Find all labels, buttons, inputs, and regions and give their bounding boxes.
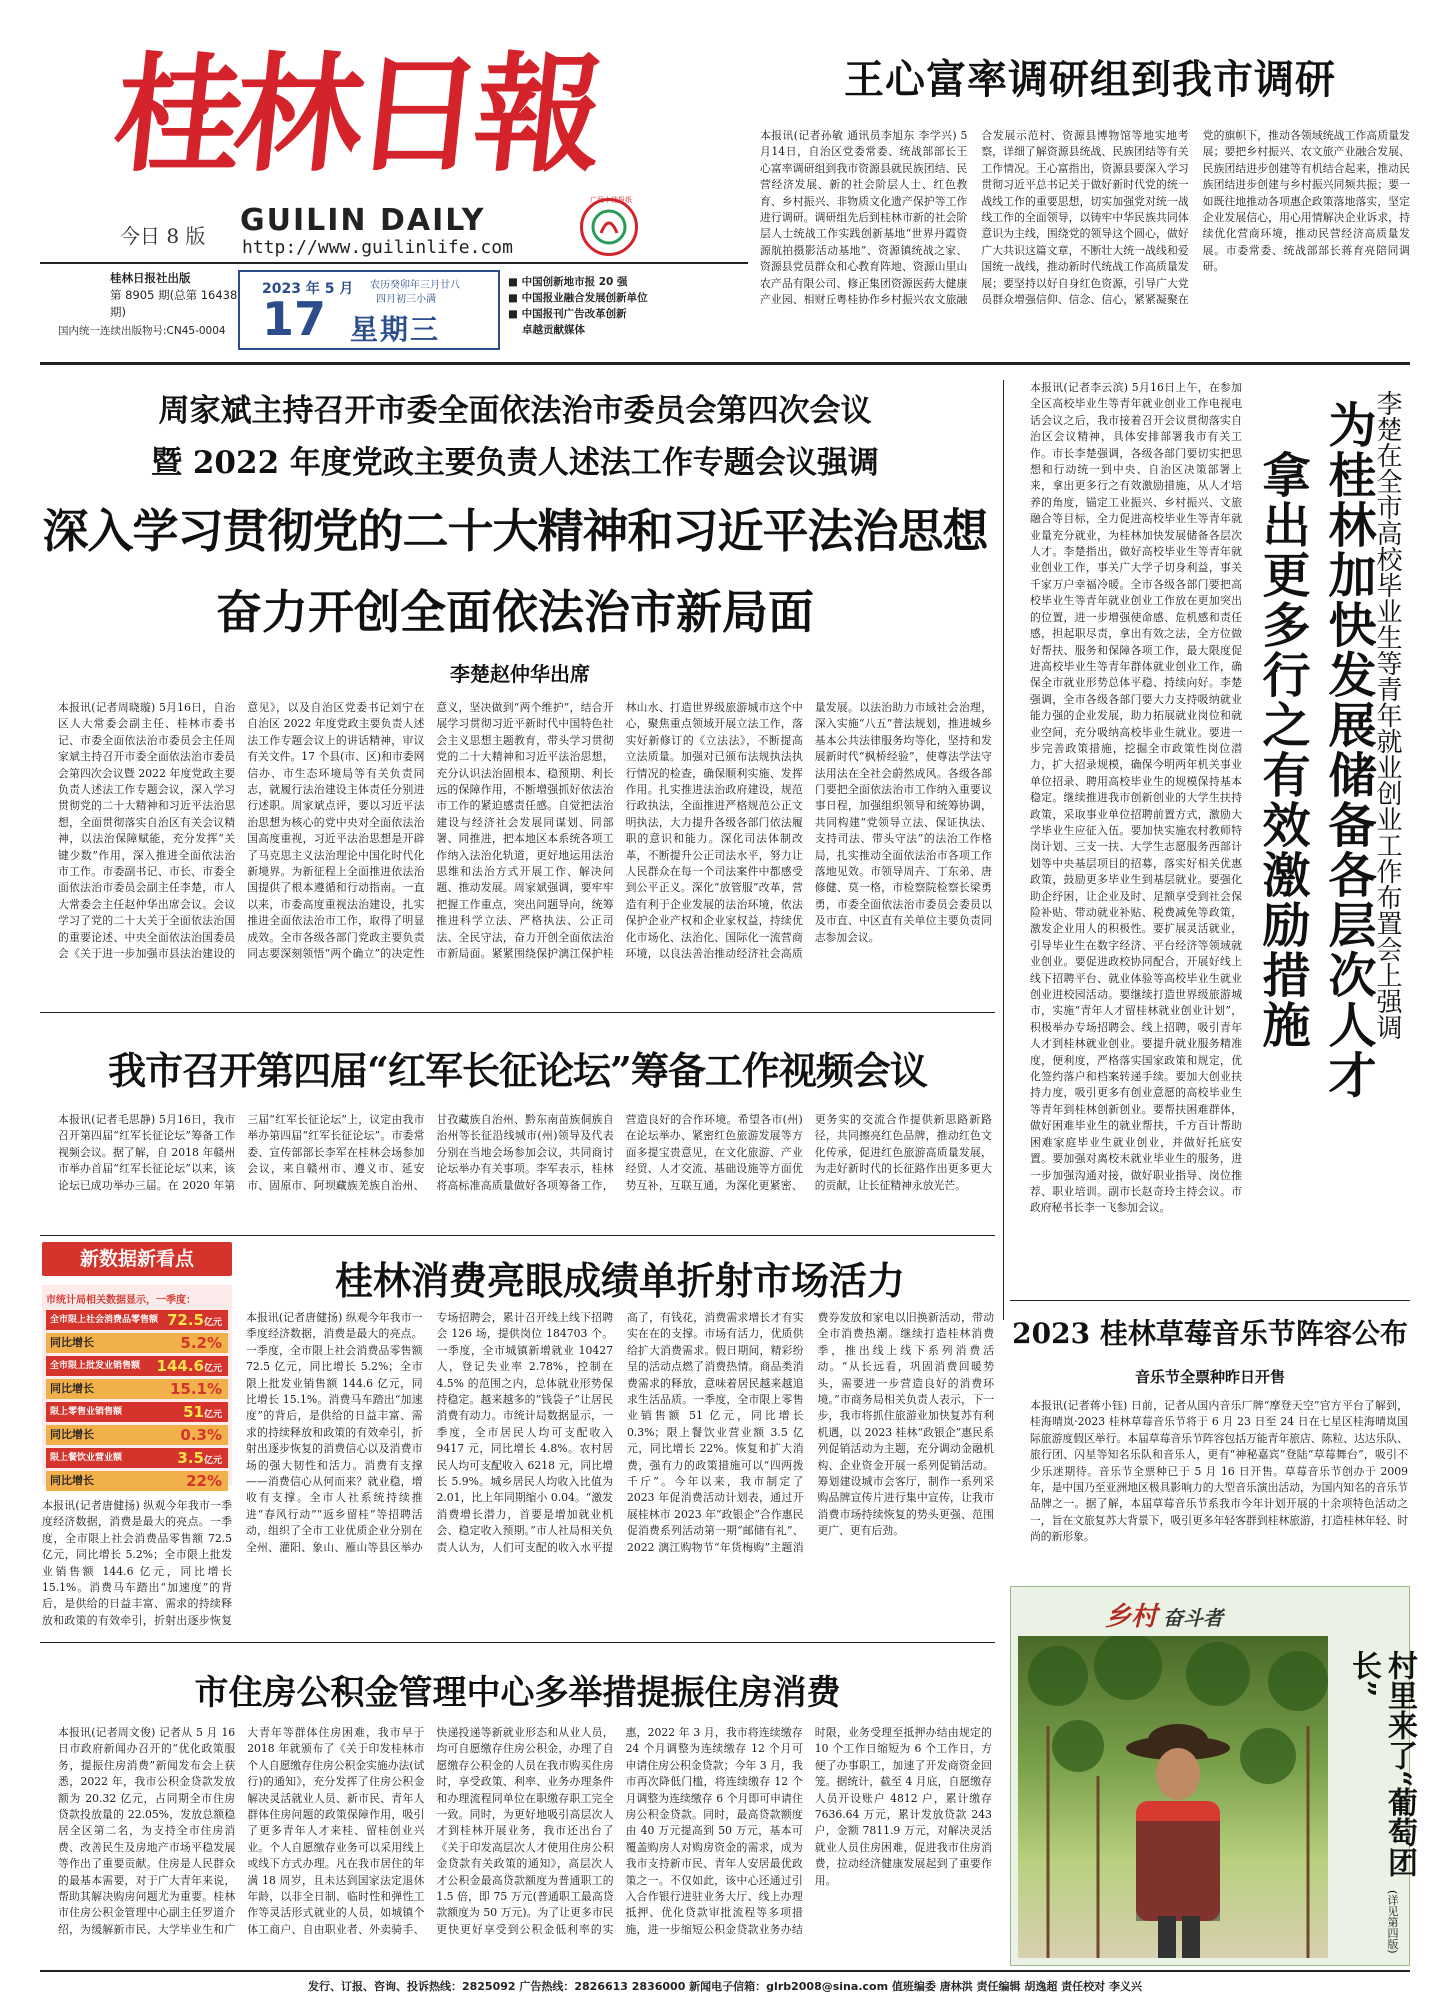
- side-story-body: 本报讯(记者李云滨) 5月16日上午，在参加全区高校毕业生等青年就业创业工作电视电话会议之后，我市接着召开会议贯彻落实自治区会议精神，具体安排部署我市有关工作。市长李楚强调，各级各部门要切实把思想和行动统一到中央、自治区决策部署上来，拿出更多行之有效激励措施，从人才培养的角度，锚定工业振兴、乡村振兴、文旅融合等目标，全力促进高校毕业生等青年就业量充分就业，为桂林加快发展储备各层次人才。李楚指出，做好高校毕业生等青年就业创业工作，事关广大学子切身利益，事关千家万户幸福冷暖。全市各级各部门要把高校毕业生等青年就业创业工作放在更加突出的位置，进一步增强使命感、危机感和责任感，担起职尽责，拿出有效之法，全方位做好帮扶、服务和保障各项工作，最大限度促进高校毕业生等青年群体就业创业工作，确保全市就业形势总体平稳、持续向好。李楚强调，全市各级各部门要大力支持吸纳就业能力强的企业发展，助力拓展就业岗位和就业空间，充分吸纳高校毕业生就业。要进一步完善政策措施，挖掘全市政策性岗位潜力，扩大招录规模，确保今明两年机关事业单位招录、聘用高校毕业生的规模保持基本稳定。继续推进我市创新创业的大学生扶持政策，采取事业单位招聘前置方式，激励大学毕业生应征入伍。要加快实施农村教师特岗计划、三支一扶、大学生志愿服务西部计划等中央基层项目的招募，落实好相关优惠政策，鼓励更多毕业生到基层就业。要强化助企纾困，让企业及时、足额享受到社会保险补贴、带动就业补贴、税费减免等政策，激发企业用人的积极性。要扩展灵活就业，引导毕业生在数字经济、平台经济等领域就业创业。要促进政校协同配合，开展好线上线下招聘平台、就业体验等高校毕业生就业创业进校园活动。要继续打造世界级旅游城市，实施“青年人才留桂林就业创业计划”，积极举办专场招聘会、线上招聘，吸引青年人才到桂林就业创业。要提升就业服务精准度，便利度，严格落实国家政策和规定，优化签约落户和档案转递手续。要加大创业扶持力度，吸引更多有创业意愿的高校毕业生等青年到桂林创新创业。要帮扶困难群体，做好困难毕业生的就业帮扶，千方百计帮助困难家庭毕业生就业创业，并做好托底安置。要加强对离校未就业毕业生的服务，进一步加强沟通对接，做好职业指导、岗位推荐、职业培训。副市长赵奇玲主持会议。市政府秘书长李一飞参加会议。: [1030, 381, 1242, 1215]
- main-subline: 李楚赵仲华出席: [450, 662, 590, 686]
- consumption-body: 本报讯(记者唐健扬) 纵观今年我市一季度经济数据，消费是最大的亮点。一季度，全市限上社会消费品零售额 72.5 亿元，同比增长 5.2%；全市限上批发业销售额 144.6 亿元，同比增长 15.1%。消费马车踏出“加速度”的背后，是供给的日益丰富、需求的持续释放和政策的有效牵引，折射出逐步恢复的消费信心以及消费市场的强大韧性和活力。消费有支撑——消费信心从何而来？就业稳，增收有支撑。全市人社系统持续推进“春风行动”“返乡留桂”等招聘活动，组织了全市工业优质企业分别在全州、灌阳、象山、雁山等县区举办专场招聘会，累计召开线上线下招聘会 126 场，提供岗位 184703 个。一季度，全市城镇新增就业 10427 人，登记失业率 2.78%，控制在 4.5% 的范围之内，总体就业形势保持稳定。越来越多的“钱袋子”让居民消费有动力。市统计局数据显示，一季度，全市居民人均可支配收入 9417 元，同比增长 4.8%。农村居民人均可支配收入 6218 元，同比增长 5.9%。城乡居民人均收入比值为 2.01，比上年同期缩小 0.04。“激发消费增长潜力，首要是增加就业机会、稳定收入预期。”市人社局相关负责人认为，人们可支配的收入水平提高了，有钱花，消费需求增长才有实实在在的支撑。市场有活力，优质供给扩大消费需求。假日期间，精彩纷呈的活动点燃了消费热情。商品类消费需求的释放，意味着居民越来越追求生活品质。一季度，全市限上零售业销售额 51 亿元，同比增长 0.3%；限上餐饮业营业额 3.5 亿元，同比增长 22%。恢复和扩大消费，强有力的政策措施可以“四两拨千斤”。今年以来，我市制定了 2023 年促消费活动计划表，通过开展桂林市 2023 年“政银企”合作惠民促消费系列活动第一期“邮储有礼”、2022 漓江购物节“年货梅购”主题消费券发放和家电以旧换新活动，带动全市消费热潮。继续打造桂林消费季，推出线上线下系列消费活动。“从长远看，巩固消费回暖势头，需要进一步营造良好的消费环境。”市商务局相关负责人表示，下一步，我市将抓住旅游业加快复苏有利机遇，以 2023 桂林“政银企”惠民系列促销活动为主题，充分调动金融机构、企业资金开展一系列促销活动。筹划建设城市会客厅，制作一系列采购品牌宣传片进行集中宣传，让我市消费市场持续恢复的势头更强、范围更广、更有后劲。: [246, 1311, 994, 1554]
- rural-badge-suffix: 奋斗者: [1163, 1606, 1224, 1630]
- honor-item: ■ 中国创新地市报 20 强: [508, 276, 628, 288]
- masthead-logo: 桂林日報: [107, 40, 603, 190]
- consumption-headline: 桂林消费亮眼成绩单折射市场活力: [334, 1258, 905, 1303]
- festival-headline: 2023 桂林草莓音乐节阵容公布: [1012, 1317, 1408, 1350]
- rural-headline: 村里来了“葡萄团长”: [1346, 1650, 1417, 1878]
- emblem: [580, 198, 638, 256]
- cn-number: 国内统一连续出版物号:CN45-0004: [58, 325, 226, 337]
- rural-jump: (详见第四版): [1386, 1890, 1399, 1954]
- festival-top-rule: [1010, 1300, 1410, 1301]
- stat-catering-growth: 同比增长 22%: [46, 1471, 228, 1491]
- publisher: 桂林日报社出版: [110, 271, 191, 285]
- issue-number: 第 8905 期(总第 16438 期): [110, 288, 238, 319]
- side-kicker: 李楚在全市高校毕业生等青年就业创业工作布置会上强调: [1372, 390, 1402, 1040]
- stat-wholesale-total: 全市限上批发业销售额 144.6亿元: [46, 1356, 228, 1376]
- main-divider: [40, 1012, 995, 1013]
- long-march-body: 本报讯(记者毛思静) 5月16日，我市召开第四届“红军长征论坛”筹备工作视频会议。据了解，自 2018 年赣州市举办首届“红军长征论坛”以来，该论坛已成功举办三届。在 2020 年第三届“红军长征论坛”上，议定由我市举办第四届“红军长征论坛”。市委常委、宣传部部长李军在桂林会场参加会议，来自赣州市、遵义市、延安市、固原市、阿坝藏族羌族自治州、甘孜藏族自治州、黔东南苗族侗族自治州等长征沿线城市(州)领导及代表分别在当地会场参加会议，共同商讨论坛举办有关事项。李军表示，桂林将高标准高质量做好各项筹备工作，营造良好的合作环境。希望各市(州)在论坛举办、紧密红色旅游发展等方面多提宝贵意见，在文化旅游、产业经贸、人才交流、基础设施等方面优势互补，互联互通，为深化更紧密、更务实的交流合作提供新思路新路径，共同擦亮红色品牌，推动红色文化传承，促进红色旅游高质量发展，为走好新时代的长征路作出更多更大的贡献，让长征精神永放光芒。: [58, 1113, 992, 1192]
- honor-item: 卓越贡献媒体: [522, 324, 585, 336]
- rural-badge-prefix: 乡村: [1105, 1602, 1158, 1632]
- stats-panel: [42, 1285, 232, 1490]
- honors-list: [508, 274, 708, 338]
- festival-subline: 音乐节全票种昨日开售: [1134, 1368, 1285, 1386]
- english-name: GUILIN DAILY: [240, 203, 486, 238]
- long-march-headline: 我市召开第四届“红军长征论坛”筹备工作视频会议: [108, 1048, 927, 1093]
- festival-body: 本报讯(记者蒋小钰) 日前，记者从国内音乐厂牌“摩登天空”官方平台了解到，桂海晴岚·2023 桂林草莓音乐节将于 6 月 23 日至 24 日在七星区桂海晴岚国际旅游度假区举行。本届草莓音乐节阵容包括万能青年旅店、陈粒、达达乐队、旅行团、闪星等知名乐队和音乐人，更有“神秘嘉宾”登陆“草莓舞台”，吸引不少乐迷期待。音乐节全票种已于 5 月 16 日开售。草莓音乐节创办于 2009 年，是中国乃至亚洲地区极具影响力的大型音乐演出活动，为国内知名的音乐节品牌之一。据了解，本届草莓音乐节系我市今年计划开展的十余项特色活动之一，旨在文旅复苏大背景下，吸引更多年轻客群到桂林旅游，打造桂林年轻、时尚的新形象。: [1030, 1399, 1408, 1544]
- stat-retail-sales-growth: 同比增长 0.3%: [46, 1425, 228, 1445]
- rural-feature-photo: [1018, 1636, 1328, 1958]
- main-story-body: 本报讯(记者周晓璇) 5月16日，自治区人大常委会副主任、桂林市委书记、市委全面依法治市委员会主任周家斌主持召开市委全面依法治市委员会第四次会议暨 2022 年度党政主要负责人述法工作专题会议，深入学习贯彻党的二十大精神和习近平法治思想，全面贯彻落实自治区有关会议精神，以法治保障赋能，充分发挥“关键少数”作用，深入推进全面依法治市工作。市委副书记、市长、市委全面依法治市委员会副主任李楚，市人大常委会主任赵仲华出席会议。会议学习了党的二十大关于全面依法治国的重要论述、中央全面依法治国委员会《关于进一步加强市县法治建设的意见》，以及自治区党委书记刘宁在自治区 2022 年度党政主要负责人述法工作专题会议上的讲话精神，审议有关文件。17 个县(市、区)和市委网信办、市生态环境局等有关负责同志，就履行法治建设主体责任分别进行述职。周家斌点评，要以习近平法治思想为核心的党中央对全面依法治国高度重视，习近平法治思想是开辟了马克思主义法治理论中国化时代化新境界。为新征程上全面推进依法治国提供了根本遵循和行动指南。一直以来，市委高度重视法治建设，扎实推进全面依法治市工作，取得了明显成效。全市各级各部门党政主要负责同志要深刻领悟“两个确立”的决定性意义，坚决做到“两个维护”，结合开展学习贯彻习近平新时代中国特色社会主义思想主题教育，带头学习贯彻党的二十大精神和习近平法治思想，充分认识法治固根本、稳预期、利长远的保障作用，不断增强抓好依法治市工作的紧迫感责任感。自觉把法治建设与经济社会发展同谋划、同部署、同推进，把本地区本系统各项工作纳入法治化轨道，更好地运用法治思维和法治方式开展工作、解决问题、推动发展。周家斌强调，要牢牢把握工作重点，突出问题导向，统筹推进科学立法、严格执法、公正司法、全民守法，奋力开创全面依法治市新局面。紧紧围绕保护漓江保护桂林山水、打造世界级旅游城市这个中心，聚焦重点领域开展立法工作，落实好新修订的《立法法》，不断提高立法质量。加强对已颁布法规执法执行情况的检查，确保顺利实施、发挥作用。扎实推进法治政府建设，规范行政执法，全面推进严格规范公正文明执法，大力提升各级各部门依法履职的意识和能力。深化司法体制改革，不断提升公正司法水平，努力让人民群众在每一个司法案件中都感受到公平正义。深化“放管服”改革，营造有利于企业发展的法治环境，依法保护企业产权和企业家权益，持续优化市场化、法治化、国际化一流营商环境，以良法善治推动经济社会高质量发展。以法治助力市域社会治理，深入实施“八五”普法规划，推进城乡基本公共法律服务均等化，坚持和发展新时代“枫桥经验”，使尊法学法守法用法在全社会蔚然成风。各级各部门要把全面依法治市工作纳入重要议事日程，加强组织领导和统筹协调，共同构建“党领导立法、保证执法、支持司法、带头守法”的法治工作格局，扎实推动全面依法治市各项工作落地见效。市领导周卉、丁东弟、唐修健、莫一格，市检察院检察长梁勇勇，市委全面依法治市委员会委员以及市直、中区直有关单位主要负责同志参加会议。: [58, 701, 992, 961]
- side-headline-2: 为桂林加快发展储备各层次人才: [1320, 400, 1376, 1100]
- consumption-body-col1: 本报讯(记者唐健扬) 纵观今年我市一季度经济数据，消费是最大的亮点。一季度，全市限上社会消费品零售额 72.5 亿元，同比增长 5.2%；全市限上批发业销售额 144.6 亿元，同比增长 15.1%。消费马车踏出“加速度”的背后，是供给的日益丰富、需求的持续释放和政策的有效牵引，折射出逐步恢复: [42, 1499, 232, 1627]
- lunar-date-2: 四月初三小满: [376, 294, 436, 305]
- housing-headline: 市住房公积金管理中心多举措提振住房消费: [194, 1673, 841, 1713]
- date-day: 17: [262, 292, 327, 346]
- stats-title: 市统计局相关数据显示，一季度：: [46, 1295, 196, 1306]
- site-url: http://www.guilinlife.com: [242, 237, 513, 258]
- top-divider: [40, 362, 1410, 365]
- main-kicker-2: 暨 2022 年度党政主要负责人述法工作专题会议强调: [151, 445, 879, 481]
- emblem-icon: [589, 207, 629, 247]
- top-story-headline: 王心富率调研组到我市调研: [844, 57, 1336, 103]
- footer-info: 发行、订报、咨询、投诉热线：2825092 广告热线：2826613 2836000 新闻电子信箱：glrb2008@sina.com 值班编委 唐林洪 责任编辑 胡逸超 责任校对 李义兴: [307, 1980, 1143, 1993]
- main-headline-1: 深入学习贯彻党的二十大精神和习近平法治思想: [42, 504, 988, 558]
- top-story-body: 本报讯(记者孙敏 通讯员李旭东 李学兴) 5月14日，自治区党委常委、统战部部长王心富率调研组到我市资源县就民族团结、民营经济发展、新的社会阶层人士、红色教育、乡村振兴、非物质文化遗产保护等工作进行调研。调研组先后到桂林市新的社会阶层人士统战工作实践创新基地“世界丹霞资源航拍摄影活动基地”、资源镇统战之家、资源县党员群众和心教育阵地、资源山里山农产品有限公司、修正集团资源医药大健康产业园、相财丘粤桂协作乡村振兴农文旅融合发展示范村、资源县博物馆等地实地考察，详细了解资源县统战、民族团结等有关工作情况。王心富指出，资源县要深入学习贯彻习近平总书记关于做好新时代党的统一战线工作的重要思想，切实加强党对统一战线工作的全面领导，以铸牢中华民族共同体意识为主线，围绕党的领导这个圆心，做好广大共识这篇文章，不断壮大统一战线和爱国统一战线，推动新时代统战工作高质量发展；要坚持以好自身红色资源，引导广大党员群众增强信仰、信念、信心，紧紧凝聚在党的旗帜下，推动各领域统战工作高质量发展；要把乡村振兴、农文旅产业融合发展、民族团结进步创建等有机结合起来，推动民族团结进步创建与乡村振兴同频共振；要一如既往地推动各项惠企政策落地落实，坚定企业发展信心，用心用情解决企业诉求，持续优化营商环境，推动民营经济高质量发展。市委常委、统战部部长蒋育亮陪同调研。: [760, 129, 1410, 307]
- stat-retail-growth: 同比增长 5.2%: [46, 1333, 228, 1353]
- consumption-divider: [40, 1642, 995, 1643]
- rural-badge: [1105, 1596, 1223, 1633]
- publisher-block: [58, 270, 238, 340]
- lunar-date-1: 农历癸卯年三月廿八: [370, 280, 460, 291]
- farmer-illustration: [1018, 1636, 1328, 1958]
- stat-wholesale-growth: 同比增长 15.1%: [46, 1379, 228, 1399]
- housing-body: 本报讯(记者周文俊) 记者从 5 月 16 日市政府新闻办召开的“优化政策服务，提振住房消费”新闻发布会上获悉，2022 年，我市公积金贷款发放额为 20.32 亿元，占同期全市住房贷款投放量的 22.05%，发放总额稳居全区第二名，为支持全市住房消费、改善民生及房地产市场平稳发展等作出了重要贡献。住房是人民群众的最基本需要，对于广大青年来说，帮助其解决购房问题尤为重要。桂林市住房公积金管理中心副主任罗道介绍，为缓解新市民、大学毕业生和广大青年等群体住房困难，我市早于 2018 年就颁布了《关于印发桂林市个人自愿缴存住房公积金实施办法(试行)的通知》，充分发挥了住房公积金解决灵活就业人员、新市民、青年人群体住房问题的政策保障作用，吸引了更多青年人才来桂、留桂创业兴业。个人自愿缴存业务可以采用线上或线下方式办理。凡在我市居住的年满 18 周岁，且未达到国家法定退休年龄，以非全日制、临时性和弹性工作等灵活形式就业的人员，如城镇个体工商户、自由职业者、外卖骑手、快递投递等新就业形态和从业人员，均可自愿缴存住房公积金，办理了自愿缴存公积金的人员在我市购买住房时，享受政策、利率、业务办理条件和办理流程同单位在职缴存职工完全一致。同时，为更好地吸引高层次人才到桂林开展业务，我市还出台了《关于印发高层次人才使用住房公积金贷款有关政策的通知》，高层次人才公积金最高贷款额度为普通职工的 1.5 倍，即 75 万元(普通职工最高贷款额度为 50 万元)。为了让更多市民更快更好享受到公积金低利率的实惠，2022 年 3 月，我市将连续缴存 24 个月调整为连续缴存 12 个月可申请住房公积金贷款；今年 3 月，我市再次降低门槛，将连续缴存 12 个月调整为连续缴存 6 个月即可申请住房公积金贷款。同时，最高贷款额度由 40 万元提高到 50 万元，基本可覆盖购房人对购房资金的需求，成为我市支持新市民、青年人安居最优政策之一。不仅如此，该中心还通过引入合作银行进驻业务大厅、线上办理抵押、优化贷款审批流程等多项措施，进一步缩短公积金贷款业务办结时限，业务受理至抵押办结由规定的 10 个工作日缩短为 6 个工作日，方便了办事职工，加速了开发商资金回笼。据统计，截至 4 月底，自愿缴存人员开设账户 4812 户，累计缴存 7636.64 万元，累计发放贷款 243 户，金额 7811.9 万元，对解决灵活就业人员住房困难，促进我市住房消费，拉动经济健康发展起到了重要作用。: [58, 1726, 992, 1936]
- footer-rule: [40, 1970, 1410, 1972]
- main-headline-2: 奋力开创全面依法治市新局面: [216, 585, 814, 639]
- date-year-month: 2023 年 5 月: [262, 281, 354, 297]
- side-column-rule: [1003, 380, 1004, 1320]
- stat-retail-total: 全市限上社会消费品零售额 72.5亿元: [46, 1310, 228, 1330]
- honor-item: ■ 中国报刊广告改革创新: [508, 308, 627, 320]
- edition-note: 今日 8 版: [120, 224, 206, 248]
- data-badge: 新数据新看点: [42, 1242, 232, 1276]
- side-headline-1: 拿出更多行之有效激励措施: [1254, 450, 1310, 1050]
- date-box: [238, 270, 500, 350]
- emblem-caption: 广西十佳报纸: [590, 196, 632, 204]
- main-kicker-1: 周家斌主持召开市委全面依法治市委员会第四次会议: [158, 393, 872, 429]
- masthead-rule: [40, 262, 748, 264]
- honor-item: ■ 中国报业融合发展创新单位: [508, 292, 648, 304]
- stat-catering: 限上餐饮业营业额 3.5亿元: [46, 1448, 228, 1468]
- weekday: 星期三: [350, 313, 441, 346]
- stat-retail-sales: 限上零售业销售额 51亿元: [46, 1402, 228, 1422]
- long-march-divider: [40, 1235, 995, 1236]
